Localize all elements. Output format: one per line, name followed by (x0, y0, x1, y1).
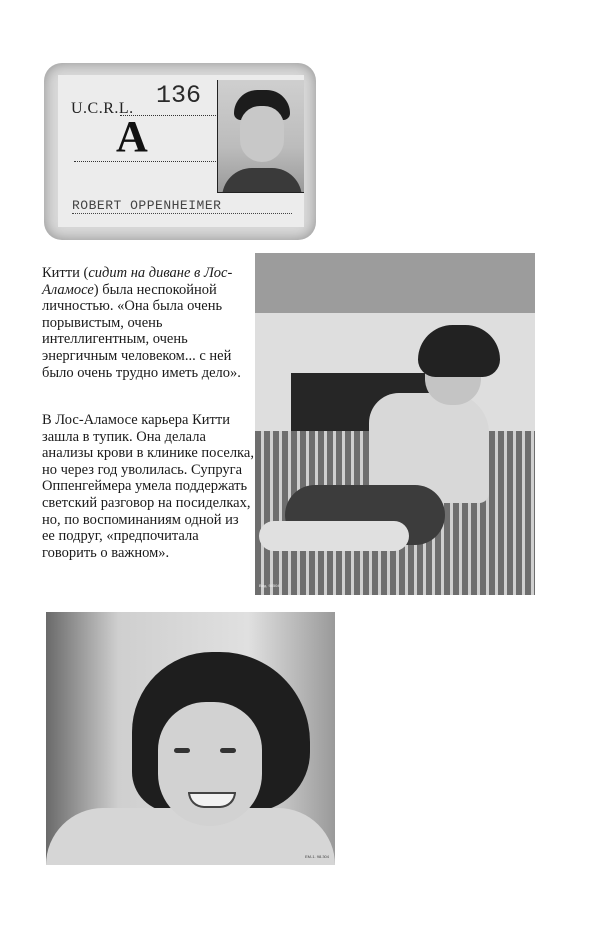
caption-1-lead: Китти ( (42, 265, 89, 281)
id-badge-photo (44, 63, 316, 240)
portrait-face (240, 106, 284, 162)
id-badge-name: ROBERT OPPENHEIMER (72, 198, 292, 214)
portrait-suit (222, 168, 302, 193)
dotted-line (74, 161, 228, 162)
caption-1-rest: ) была неспокойной личностью. «Она была очень порывистым, очень интеллигентным, очень энергичным человеком... с ней было очень трудно иметь дело». (42, 281, 241, 381)
portrait-eye (220, 748, 236, 753)
id-badge-org-label: U.C.R.L. (71, 100, 134, 117)
caption-paragraph-1 (42, 265, 254, 381)
photo-woman-hair (418, 325, 500, 377)
id-badge-number: 136 (156, 81, 202, 110)
photo-credit: EM-1. 98.304 (304, 854, 329, 859)
id-badge-portrait (217, 80, 304, 193)
portrait-eye (174, 748, 190, 753)
photo-woman-legs (259, 521, 409, 551)
photo-kitty-portrait (46, 612, 335, 865)
caption-paragraph-2: В Лос-Аламосе карьера Китти зашла в тупик. Она делала анализы крови в клинике поселка, но через год уволилась. Супруга Оппенгеймера умела поддержать светский разговор на посиделках, но, по воспоминаниям одной из ее подруг, «предпочитала говорить о важном». (42, 412, 254, 561)
id-badge-face (58, 75, 304, 227)
id-badge-clearance-letter: A (116, 112, 148, 161)
photo-wall (255, 253, 535, 313)
photo-kitty-on-sofa (255, 253, 535, 595)
caption-1-italic: сидит на диване в Лос-Аламосе (42, 265, 233, 298)
photo-credit: Вид. 98504 (259, 583, 280, 588)
